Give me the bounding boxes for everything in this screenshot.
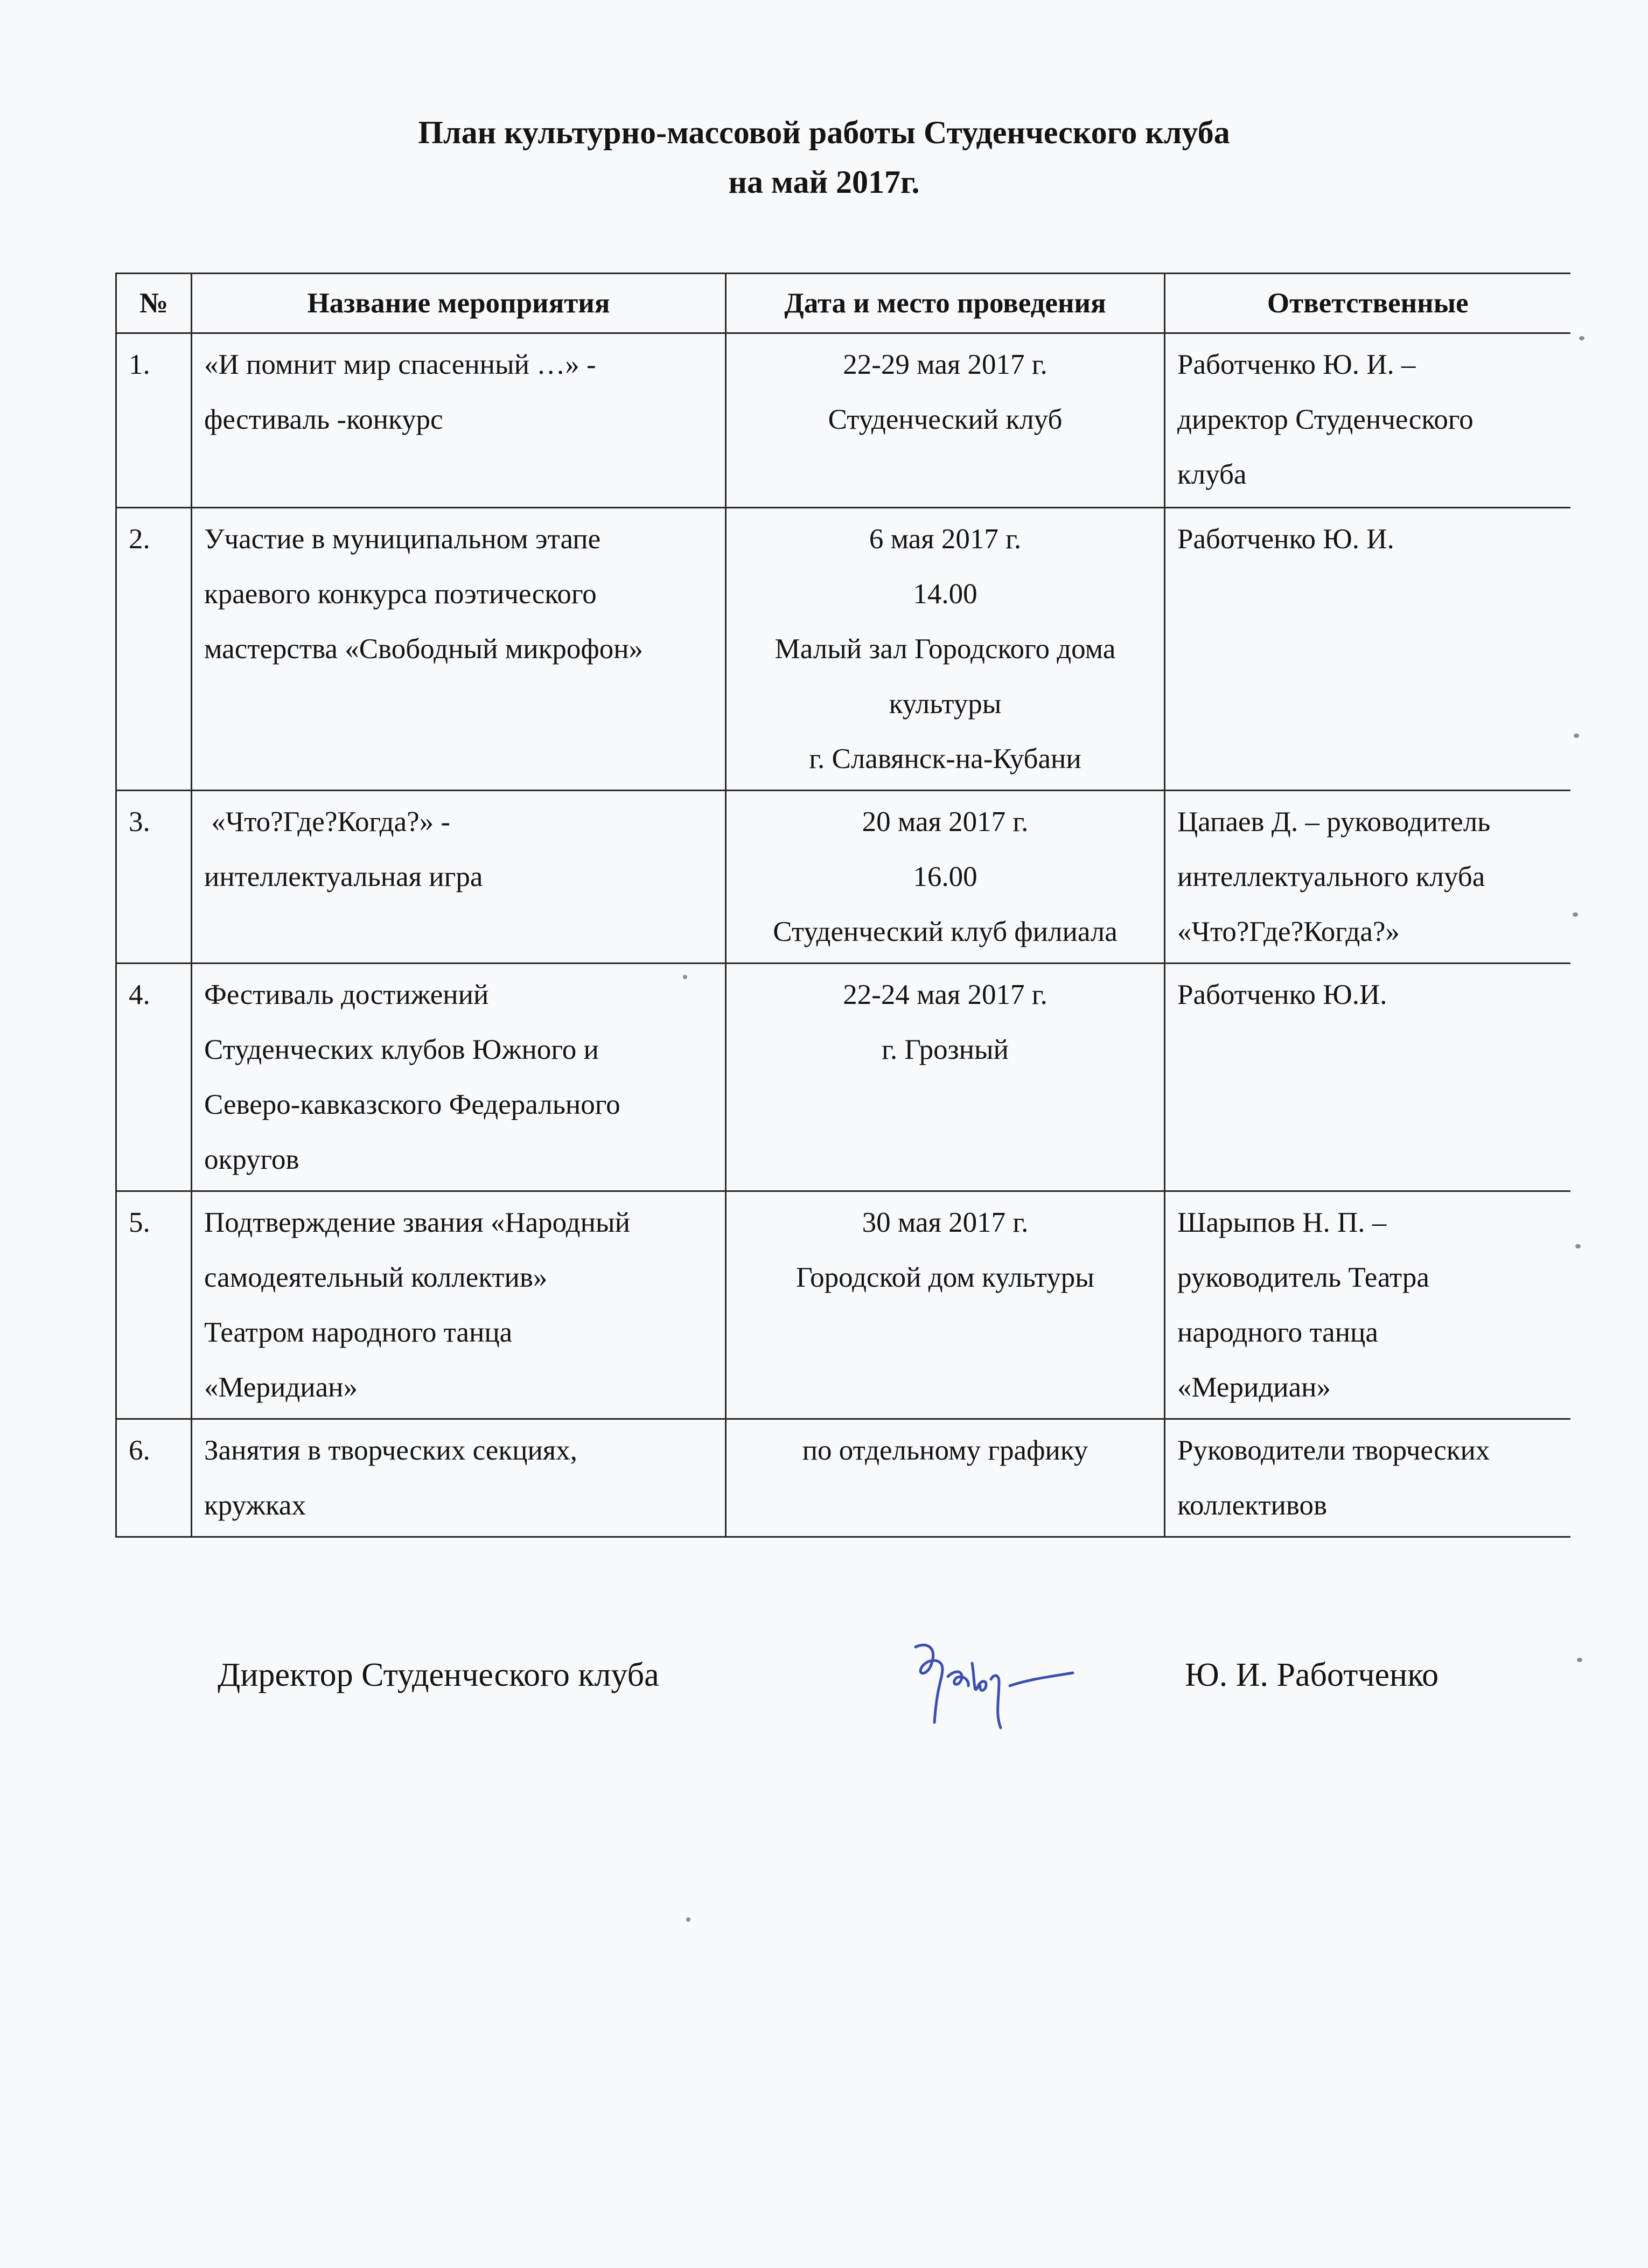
scan-speck <box>1579 336 1584 340</box>
date-place-cell: 20 мая 2017 г. 16.00 Студенческий клуб филиала <box>726 791 1165 964</box>
table-row <box>116 508 1570 791</box>
scan-speck <box>683 975 687 979</box>
header-event-name: Название мероприятия <box>192 274 726 333</box>
event-name-cell: «И помнит мир спасенный …» - фестиваль -конкурс <box>192 333 726 508</box>
event-name-cell: Фестиваль достижений Студенческих клубов Южного и Северо-кавказского Федерального округов <box>192 964 726 1191</box>
row-number: 5. <box>116 1191 192 1419</box>
title-line-2: на май 2017г. <box>728 164 920 200</box>
events-table <box>115 273 1570 1538</box>
header-number: № <box>116 274 192 333</box>
date-place-cell: 30 мая 2017 г. Городской дом культуры <box>726 1191 1165 1419</box>
responsible-cell: Работченко Ю.И. <box>1165 964 1570 1191</box>
row-number: 4. <box>116 964 192 1191</box>
header-date-place: Дата и место проведения <box>726 274 1165 333</box>
signatory-name: Ю. И. Работченко <box>1185 1657 1439 1693</box>
date-place-cell: 22-24 мая 2017 г. г. Грозный <box>726 964 1165 1191</box>
date-place-cell: 22-29 мая 2017 г. Студенческий клуб <box>726 333 1165 508</box>
date-place-cell: по отдельному графику <box>726 1419 1165 1537</box>
scan-speck <box>1577 1658 1582 1662</box>
title-line-1: План культурно-массовой работы Студенческого клуба <box>418 115 1230 150</box>
row-number: 3. <box>116 791 192 964</box>
row-number: 2. <box>116 508 192 791</box>
row-number: 6. <box>116 1419 192 1537</box>
table-header-row <box>116 274 1570 333</box>
scan-speck <box>1575 1244 1581 1248</box>
scan-speck <box>686 1917 690 1922</box>
table-row <box>116 964 1570 1191</box>
event-name-cell: Участие в муниципальном этапе краевого конкурса поэтического мастерства «Свободный микрофон» <box>192 508 726 791</box>
table-row <box>116 1419 1570 1537</box>
event-name-cell: «Что?Где?Когда?» - интеллектуальная игра <box>192 791 726 964</box>
handwritten-signature <box>905 1625 1083 1733</box>
responsible-cell: Цапаев Д. – руководитель интеллектуального клуба «Что?Где?Когда?» <box>1165 791 1570 964</box>
responsible-cell: Руководители творческих коллективов <box>1165 1419 1570 1537</box>
scan-speck <box>1574 734 1579 738</box>
responsible-cell: Работченко Ю. И. <box>1165 508 1570 791</box>
document-title <box>0 108 1648 207</box>
row-number: 1. <box>116 333 192 508</box>
event-name-cell: Подтверждение звания «Народный самодеятельный коллектив» Театром народного танца «Меридиан» <box>192 1191 726 1419</box>
table-row <box>116 1191 1570 1419</box>
table-row <box>116 791 1570 964</box>
date-place-cell: 6 мая 2017 г. 14.00 Малый зал Городского дома культуры г. Славянск-на-Кубани <box>726 508 1165 791</box>
table-row <box>116 333 1570 508</box>
event-name-cell: Занятия в творческих секциях, кружках <box>192 1419 726 1537</box>
responsible-cell: Работченко Ю. И. – директор Студенческого клуба <box>1165 333 1570 508</box>
header-responsible: Ответственные <box>1165 274 1570 333</box>
signatory-position: Директор Студенческого клуба <box>218 1657 659 1693</box>
responsible-cell: Шарыпов Н. П. – руководитель Театра народного танца «Меридиан» <box>1165 1191 1570 1419</box>
scan-speck <box>1573 912 1578 917</box>
